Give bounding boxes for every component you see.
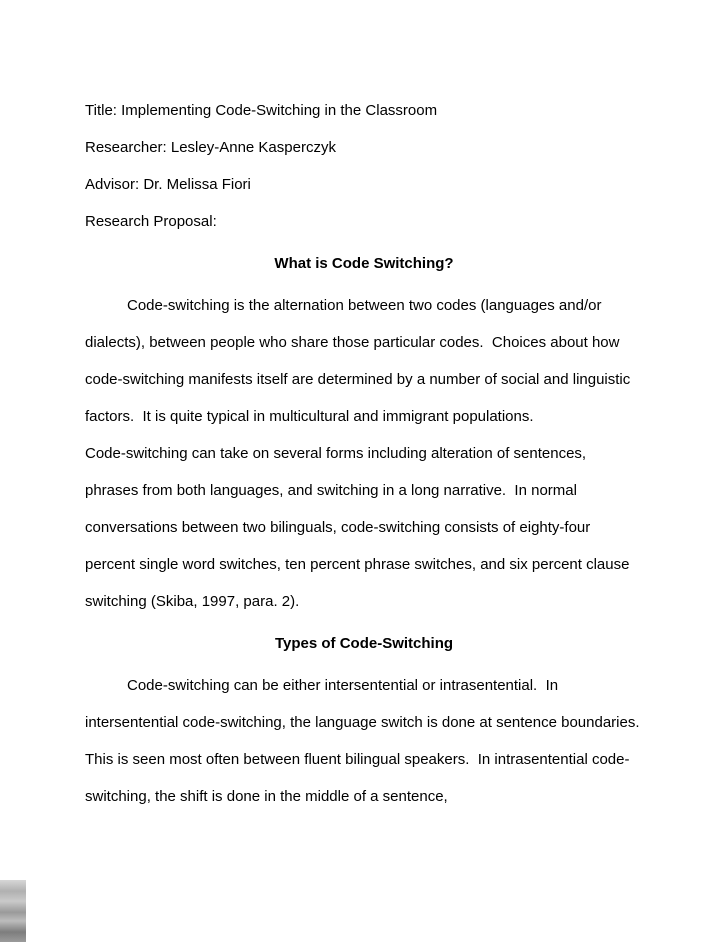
- paragraph-types: Code-switching can be either intersentential or intrasentential. In intersentential code-switching, the language switch is done at sentence boundaries. This is seen most often between fluent bilingual speakers. In intrasentential code-switching, the shift is done in the middle of a sentence,: [85, 677, 648, 805]
- doc-meta-researcher-line: Researcher: Lesley-Anne Kasperczyk: [85, 139, 336, 156]
- doc-meta-proposal-line: Research Proposal:: [85, 213, 217, 230]
- paragraph-forms: Code-switching can take on several forms including alteration of sentences, phrases from both languages, and switching in a long narrative. In normal conversations between two bilinguals, code-switching consists of eighty-four percent single word switches, ten percent phrase switches, and six percent clause switching (Skiba, 1997, para. 2).: [85, 445, 634, 610]
- section-heading-types-of-code-switching: Types of Code-Switching: [274, 635, 454, 652]
- corner-image-artifact-icon: [0, 880, 26, 942]
- doc-meta-title-line: Title: Implementing Code-Switching in the Classroom: [85, 102, 438, 119]
- paragraph-definition: Code-switching is the alternation between two codes (languages and/or dialects), between people who share those particular codes. Choices about how code-switching manifests itself are determined by a number of social and linguistic factors. It is quite typical in multicultural and immigrant populations.: [85, 297, 635, 425]
- section-heading-what-is-code-switching: What is Code Switching?: [274, 255, 454, 272]
- document-body: [85, 92, 648, 815]
- doc-meta-advisor-line: Advisor: Dr. Melissa Fiori: [85, 176, 251, 193]
